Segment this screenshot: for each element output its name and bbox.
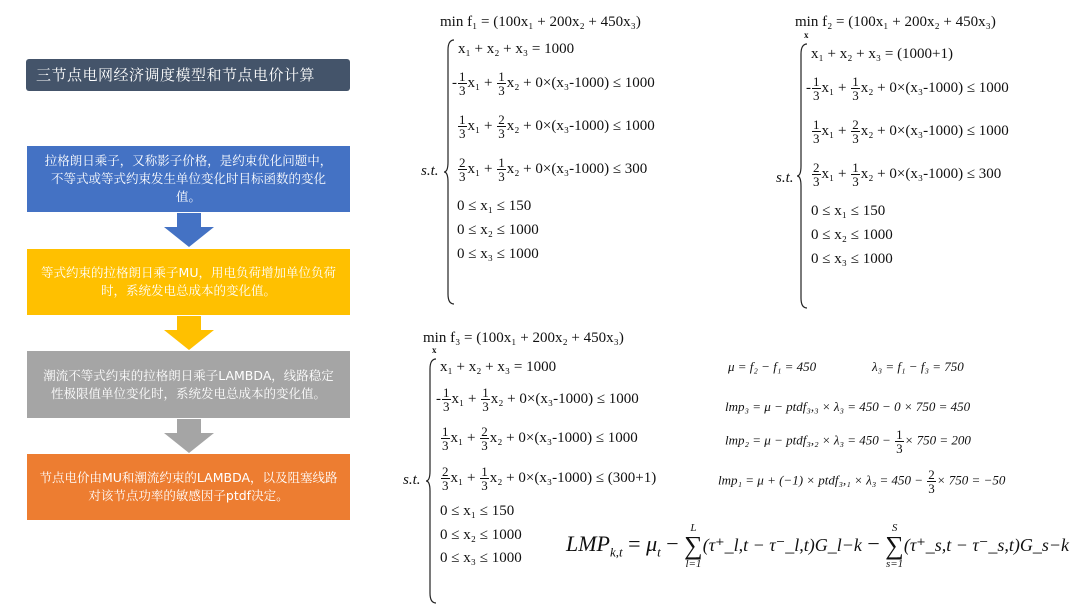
- model3-c4: $\frac{2}{3}$ x₁ + $\frac{1}{3}$ x₂ + 0×(x₃-1000) ≤ (300+1): [442, 464, 657, 493]
- model1-c2-tail: x₂ + 0×(x₃-1000) ≤ 1000: [506, 74, 655, 91]
- step-box-mu: [27, 249, 350, 315]
- lmp-term2: (τ⁺_s,t − τ⁻_s,t)G_s−k: [903, 535, 1070, 556]
- model3-c1: x₁ + x₂ + x₃ = 1000: [440, 359, 557, 375]
- model2-c1: x₁ + x₂ + x₃ = (1000+1): [811, 46, 954, 62]
- lmp-eq: =: [622, 531, 647, 557]
- lmp-sum1: L ∑ l=1: [684, 522, 703, 570]
- model3-obj-sub: x: [432, 345, 437, 355]
- step-box-lmp: [27, 454, 350, 520]
- model3-st: s.t.: [403, 472, 421, 488]
- lmp-sum2: S ∑ s=1: [885, 522, 904, 570]
- model2-obj-sub: x: [804, 30, 809, 40]
- result-lambda: λ₃ = f₁ − f₃ = 750: [872, 359, 964, 374]
- result-lmp3: lmp₃ = μ − ptdf₃,₃ × λ₃ = 450 − 0 × 750 = 450: [725, 399, 971, 414]
- model3-c4-tail: x₂ + 0×(x₃-1000) ≤ (300+1): [489, 469, 657, 486]
- model1-c3: $\frac{1}{3}$ x₁ + $\frac{2}{3}$ x₂ + 0×(x₃-1000) ≤ 1000: [459, 112, 655, 141]
- model2-c4: $\frac{2}{3}$ x₁ + $\frac{1}{3}$ x₂ + 0×(x₃-1000) ≤ 300: [813, 160, 1002, 189]
- model2-st: s.t.: [776, 170, 794, 186]
- model2-c3: $\frac{1}{3}$ x₁ + $\frac{2}{3}$ x₂ + 0×(x₃-1000) ≤ 1000: [813, 117, 1009, 146]
- model3-b1: 0 ≤ x₁ ≤ 150: [440, 503, 515, 519]
- lmp-mu: μ: [646, 531, 658, 557]
- result-lmp1: lmp₁ = μ + (−1) × ptdf₃,₁ × λ₃ = 450 − $\frac{2}{3}$ × 750 = −50: [718, 467, 1006, 496]
- model1-b2: 0 ≤ x₂ ≤ 1000: [457, 222, 539, 238]
- model2-c3-tail: x₂ + 0×(x₃-1000) ≤ 1000: [860, 122, 1009, 139]
- lmp-minus-2: −: [861, 531, 886, 557]
- model1-objective: min f₁ = (100x₁ + 200x₂ + 450x₃): [440, 14, 641, 30]
- result-lmp1-head: lmp₁ = μ + (−1) × ptdf₃,₁ × λ₃ = 450 −: [718, 472, 924, 488]
- model1-b3: 0 ≤ x₃ ≤ 1000: [457, 246, 539, 262]
- sum2-top: S: [891, 522, 898, 534]
- model1-c3-tail: x₂ + 0×(x₃-1000) ≤ 1000: [506, 117, 655, 134]
- model2-b3: 0 ≤ x₃ ≤ 1000: [811, 251, 893, 267]
- result-lmp1-tail: × 750 = −50: [936, 472, 1006, 488]
- lmp-lhs: LMP: [566, 531, 610, 557]
- down-arrow-icon: [164, 316, 214, 350]
- step-box-lagrange: [27, 146, 350, 212]
- lmp-term1: (τ⁺_l,t − τ⁻_l,t)G_l−k: [702, 535, 862, 556]
- lmp-formula: [566, 522, 1069, 570]
- sum1-bot: l=1: [685, 558, 702, 570]
- model1-c1: x₁ + x₂ + x₃ = 1000: [458, 41, 575, 57]
- model3-c3: $\frac{1}{3}$ x₁ + $\frac{2}{3}$ x₂ + 0×(x₃-1000) ≤ 1000: [442, 424, 638, 453]
- model1-c4: $\frac{2}{3}$ x₁ + $\frac{1}{3}$ x₂ + 0×(x₃-1000) ≤ 300: [459, 155, 648, 184]
- lmp-lhs-sub: k,t: [610, 544, 623, 560]
- result-lmp2-head: lmp₂ = μ − ptdf₃,₂ × λ₃ = 450 −: [725, 432, 891, 448]
- step-text: 节点电价由MU和潮流约束的LAMBDA，以及阻塞线路对该节点功率的敏感因子ptdf决定。: [39, 470, 338, 503]
- sum1-top: L: [690, 522, 697, 534]
- model1-c2: - $\frac{1}{3}$ x₁ + $\frac{1}{3}$ x₂ + 0×(x₃-1000) ≤ 1000: [452, 69, 655, 98]
- result-lmp2-tail: × 750 = 200: [904, 432, 971, 448]
- model1-c4-tail: x₂ + 0×(x₃-1000) ≤ 300: [506, 160, 648, 177]
- step-text: 拉格朗日乘子，又称影子价格，是约束优化问题中，不等式或等式约束发生单位变化时目标函数的变化值。: [44, 153, 333, 204]
- model2-c2: - $\frac{1}{3}$ x₁ + $\frac{1}{3}$ x₂ + 0×(x₃-1000) ≤ 1000: [806, 74, 1009, 103]
- model2-objective: min f₂ = (100x₁ + 200x₂ + 450x₃): [795, 14, 996, 30]
- sum2-bot: s=1: [885, 558, 904, 570]
- model2-c2-tail: x₂ + 0×(x₃-1000) ≤ 1000: [860, 79, 1009, 96]
- model3-c3-tail: x₂ + 0×(x₃-1000) ≤ 1000: [489, 429, 638, 446]
- model3-c2-tail: x₂ + 0×(x₃-1000) ≤ 1000: [490, 390, 639, 407]
- model3-b2: 0 ≤ x₂ ≤ 1000: [440, 527, 522, 543]
- down-arrow-icon: [164, 213, 214, 247]
- down-arrow-icon: [164, 419, 214, 453]
- model3-b3: 0 ≤ x₃ ≤ 1000: [440, 550, 522, 566]
- model2-b2: 0 ≤ x₂ ≤ 1000: [811, 227, 893, 243]
- model2-b1: 0 ≤ x₁ ≤ 150: [811, 203, 886, 219]
- model1-b1: 0 ≤ x₁ ≤ 150: [457, 198, 532, 214]
- model3-c2: - $\frac{1}{3}$ x₁ + $\frac{1}{3}$ x₂ + 0×(x₃-1000) ≤ 1000: [436, 385, 639, 414]
- step-text: 等式约束的拉格朗日乘子MU，用电负荷增加单位负荷时，系统发电总成本的变化值。: [41, 265, 336, 298]
- page-title: 三节点电网经济调度模型和节点电价计算: [26, 59, 350, 91]
- lmp-mu-sub: t: [657, 544, 661, 560]
- lmp-minus: −: [660, 531, 685, 557]
- result-lmp2: lmp₂ = μ − ptdf₃,₂ × λ₃ = 450 − $\frac{1}{3}$ × 750 = 200: [725, 427, 971, 456]
- model1-st: s.t.: [421, 163, 439, 179]
- model3-objective: min f₃ = (100x₁ + 200x₂ + 450x₃): [423, 330, 624, 346]
- model2-c4-tail: x₂ + 0×(x₃-1000) ≤ 300: [860, 165, 1002, 182]
- step-text: 潮流不等式约束的拉格朗日乘子LAMBDA，线路稳定性极限值单位变化时，系统发电总成本的变化值。: [43, 367, 334, 401]
- step-box-lambda: [27, 351, 350, 418]
- result-mu: μ = f₂ − f₁ = 450: [728, 359, 817, 374]
